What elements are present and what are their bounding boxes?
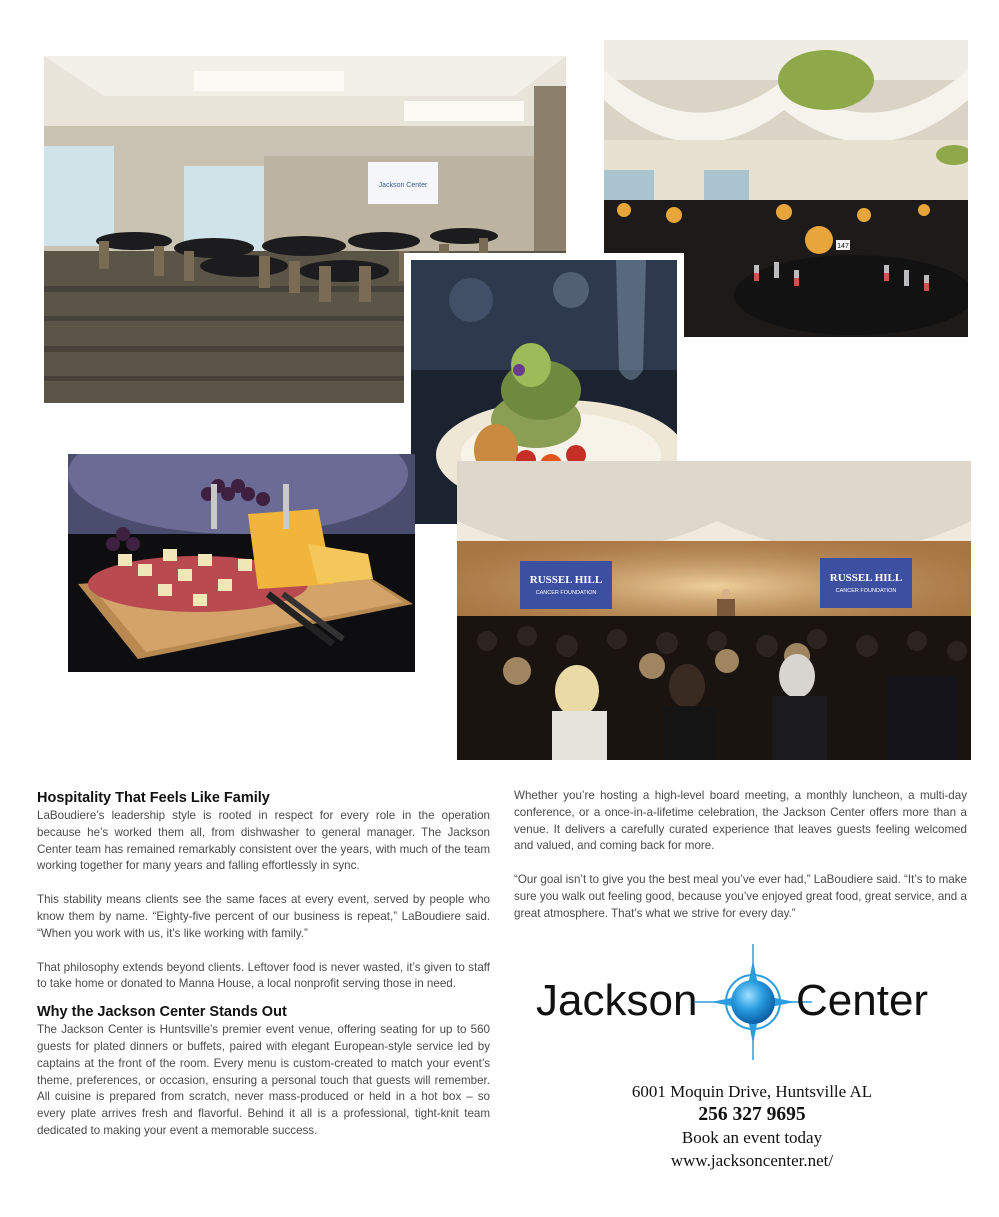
gala-screen-right-line1: RUSSEL HILL bbox=[829, 572, 903, 584]
address: 6001 Moquin Drive, Huntsville AL bbox=[631, 1082, 873, 1101]
globe-icon bbox=[731, 980, 775, 1024]
website-link[interactable]: www.jacksoncenter.net/ bbox=[670, 1151, 834, 1170]
paragraph: LaBoudiere’s leadership style is rooted in respect for every role in the operation because he’s worked them all, from dishwasher to general manager. The Jackson Center team has remained remarkably consistent over the years, with much of the team working together for many years and falling effortlessly in sync. bbox=[37, 809, 490, 873]
paragraph: Whether you’re hosting a high-level board meeting, a monthly luncheon, a multi-day conference, or a once-in-a-lifetime celebration, the Jackson Center offers more than a venue. It delivers a carefully curated experience that leaves guests feeling welcomed and valued, and coming back for more. bbox=[514, 789, 967, 853]
phone-number[interactable]: 256 327 9695 bbox=[698, 1104, 806, 1125]
paragraph: This stability means clients see the same faces at every event, served by people who know them by name. “Eighty-five percent of our business is repeat,” LaBoudiere said. “When you work with us, it’s like working with family.” bbox=[37, 893, 490, 940]
logo-word-right: Center bbox=[796, 976, 929, 1025]
logo-word-left: Jackson bbox=[536, 976, 698, 1025]
table-number-text: 147 bbox=[837, 243, 849, 250]
article-left-column bbox=[37, 788, 490, 1140]
charcuterie-board-photo bbox=[68, 454, 415, 672]
section-heading-stands-out: Why the Jackson Center Stands Out bbox=[37, 1004, 287, 1021]
jackson-center-logo bbox=[534, 942, 944, 1062]
paragraph: The Jackson Center is Huntsville’s premier event venue, offering seating for up to 560 guests for plated dinners or buffets, paired with elegant European-style service led by captains at the front of the room. Every menu is custom-created to match your event’s theme, preferences, or occasion, ensuring a personal touch that guests will remember. All cuisine is prepared from scratch, never mass-produced or held in a hot box – so every plate arrives fresh and flavorful. Behind it all is a professional, tight-knit team dedicated to making your event a memorable success. bbox=[37, 1023, 490, 1137]
article-right-column bbox=[514, 788, 967, 923]
ballroom-screen-text: Jackson Center bbox=[378, 182, 428, 189]
gala-screen-left-line1: RUSSEL HILL bbox=[529, 574, 603, 586]
contact-block bbox=[554, 1080, 950, 1172]
section-heading-hospitality: Hospitality That Feels Like Family bbox=[37, 790, 270, 806]
paragraph: That philosophy extends beyond clients. Leftover food is never wasted, it’s given to staff to take home or donated to Manna House, a local nonprofit serving those in need. bbox=[37, 960, 490, 991]
gala-screen-left-line2: CANCER FOUNDATION bbox=[535, 590, 597, 596]
gala-screen-right-line2: CANCER FOUNDATION bbox=[835, 588, 897, 594]
paragraph: “Our goal isn’t to give you the best meal you’ve ever had,” LaBoudiere said. “It’s to make sure you walk out feeling good, because you’ve enjoyed great food, great service, and a great atmosphere. That’s what we strive for every day.” bbox=[514, 873, 967, 920]
call-to-action: Book an event today bbox=[681, 1128, 823, 1147]
gala-event-photo bbox=[457, 461, 971, 760]
